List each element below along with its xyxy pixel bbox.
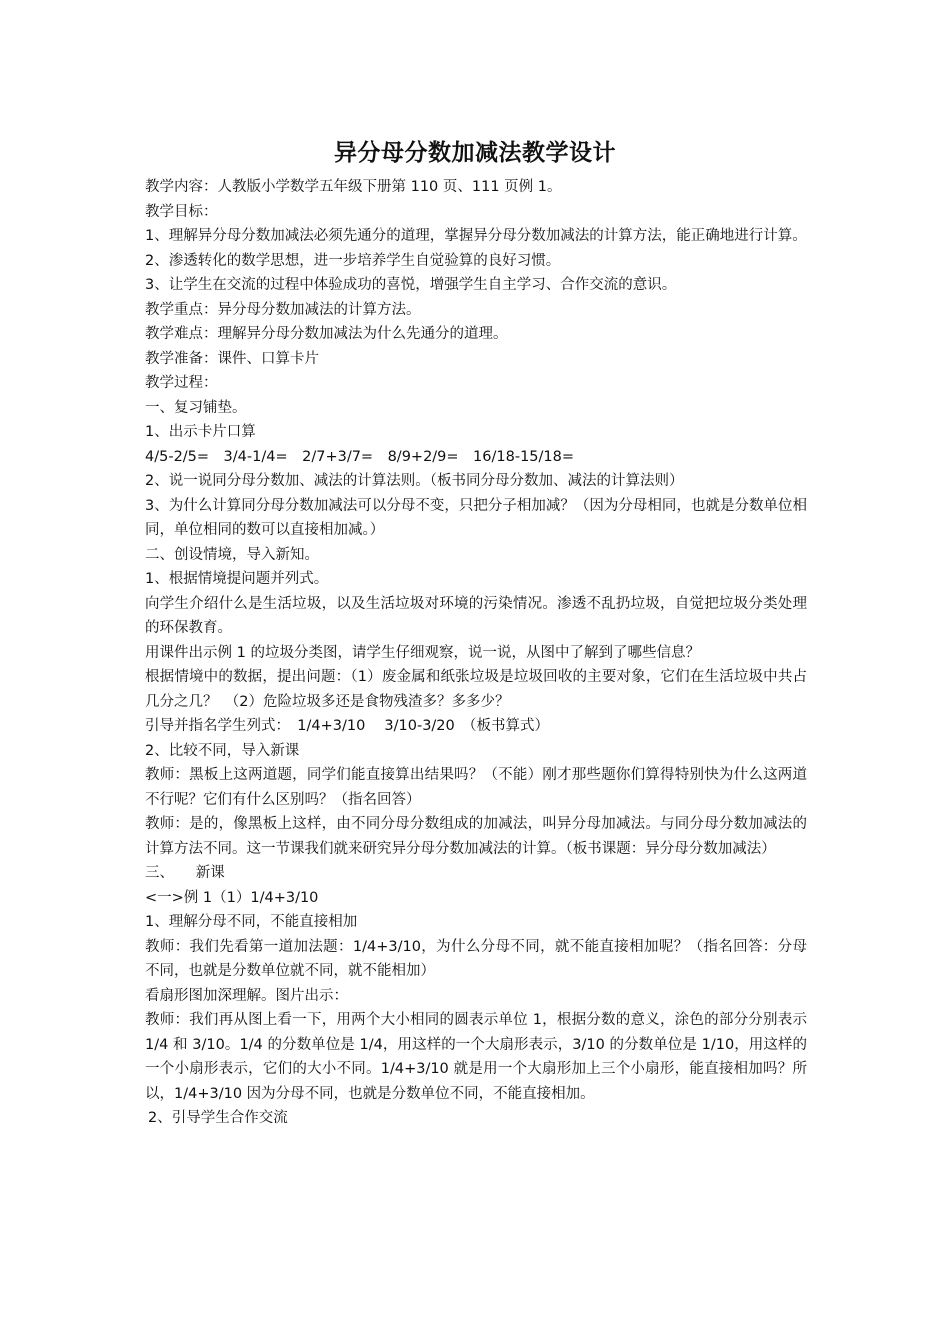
paragraph: 1、理解异分母分数加减法必须先通分的道理，掌握异分母分数加减法的计算方法，能正确地进行计算。 [145,228,807,244]
paragraph: 教学重点：异分母分数加减法的计算方法。 [145,301,421,318]
paragraph: 3、让学生在交流的过程中体验成功的喜悦，增强学生自主学习、合作交流的意识。 [145,277,677,293]
paragraph: 1、出示卡片口算 [145,424,256,440]
paragraph: 教学内容：人教版小学数学五年级下册第 110 页、111 页例 1。 [145,179,562,195]
paragraph: 教师：我们再从图上看一下，用两个大小相同的圆表示单位 1，根据分数的意义，涂色的部分分别表示 1/4 和 3/10。1/4 的分数单位是 1/4，用这样的一个大扇形表示，3/10 的分数单位是 1/10，用这样的一个小扇形表示，它们的大小不同。1/4+3/10 就是用一个大扇形加上三个小扇形，能直接相加吗？所以，1/4+3/10 因为分母不同，也就是分数单位不同，不能直接相加。 [145,1012,807,1102]
section-heading: 三、 新课 [145,865,225,881]
paragraph: <一>例 1（1）1/4+3/10 [145,889,319,906]
section-heading: 一、复习铺垫。 [145,399,247,416]
paragraph: 2、说一说同分母分数加、减法的计算法则。（板书同分母分数加、减法的计算法则） [145,473,684,489]
paragraph: 教学过程： [145,375,218,391]
paragraph: 2、比较不同，导入新课 [145,742,300,759]
paragraph: 教学准备：课件、口算卡片 [145,350,319,367]
paragraph: 看扇形图加深理解。图片出示： [145,987,348,1004]
paragraph: 1、理解分母不同，不能直接相加 [145,914,358,930]
document-body [145,175,807,1131]
paragraph: 教师：黑板上这两道题，同学们能直接算出结果吗？（不能）刚才那些题你们算得特别快为什么这两道不行呢？它们有什么区别吗？（指名回答） [145,767,807,808]
paragraph: 教师：是的，像黑板上这样，由不同分母分数组成的加减法，叫异分母加减法。与同分母分数加减法的计算方法不同。这一节课我们就来研究异分母分数加减法的计算。（板书课题：异分母分数加减法） [145,816,807,857]
paragraph: 2、引导学生合作交流 [148,1110,288,1126]
paragraph: 1、根据情境提问题并列式。 [145,571,329,587]
paragraph: 2、渗透转化的数学思想，进一步培养学生自觉验算的良好习惯。 [145,252,561,269]
paragraph: 4/5-2/5= 3/4-1/4= 2/7+3/7= 8/9+2/9= 16/18-15/18= [145,448,575,465]
paragraph: 教学难点：理解异分母分数加减法为什么先通分的道理。 [145,326,508,342]
paragraph: 3、为什么计算同分母分数加减法可以分母不变，只把分子相加减？（因为分母相同，也就是分数单位相同，单位相同的数可以直接相加减。） [145,497,807,538]
paragraph: 引导并指名学生列式： 1/4+3/10 3/10-3/20 （板书算式） [145,718,550,734]
paragraph: 根据情境中的数据，提出问题：（1）废金属和纸张垃圾是垃圾回收的主要对象，它们在生活垃圾中共占几分之几？ （2）危险垃圾多还是食物残渣多？多多少？ [145,669,807,710]
document-title: 异分母分数加减法教学设计 [334,140,616,166]
paragraph: 教师：我们先看第一道加法题：1/4+3/10，为什么分母不同，就不能直接相加呢？（指名回答：分母不同，也就是分数单位就不同，就不能相加） [145,938,807,979]
section-heading: 二、创设情境，导入新知。 [145,546,319,563]
paragraph: 向学生介绍什么是生活垃圾，以及生活垃圾对环境的污染情况。渗透不乱扔垃圾，自觉把垃圾分类处理的环保教育。 [145,595,807,636]
paragraph: 教学目标： [145,203,218,220]
paragraph: 用课件出示例 1 的垃圾分类图，请学生仔细观察，说一说，从图中了解到了哪些信息？ [145,644,700,661]
